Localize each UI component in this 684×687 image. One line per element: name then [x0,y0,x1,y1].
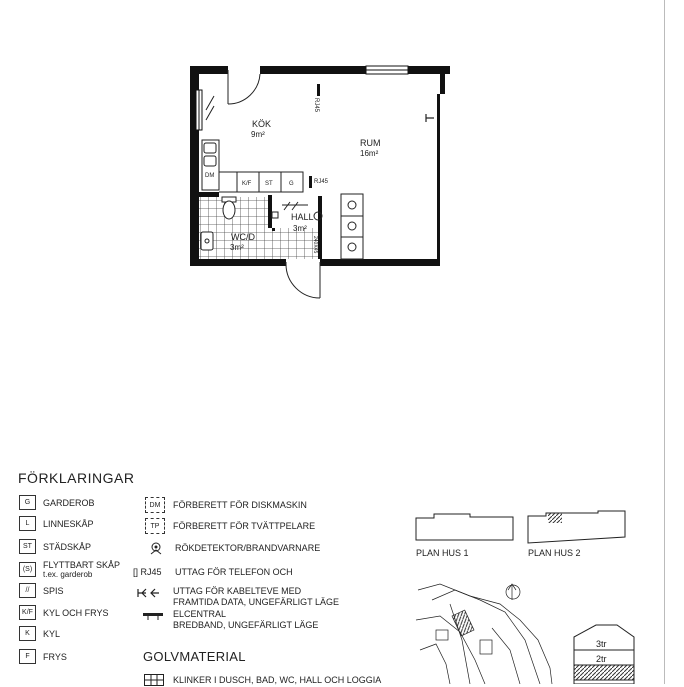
legend-symbol: K/F [19,605,36,620]
room-hall-area: 3m² [293,224,307,233]
rj45-icon: [] RJ45 [133,567,162,577]
legend-sublabel: t.ex. garderob [43,570,93,579]
building-outline-hus1 [416,514,513,540]
legend-item-kyl-frys [19,605,109,620]
legend-label: FÖRBERETT FÖR DISKMASKIN [173,500,307,510]
building-outline-hus2 [528,511,625,543]
legend-symbol: L [19,516,36,531]
room-rum-area: 16m² [360,149,379,158]
legend-symbol: (S) [19,562,36,577]
floor-3tr: 3tr [596,639,607,649]
kf-label: K/F [242,181,252,187]
legend-label: GARDEROB [43,497,95,508]
legend-label: KYL [43,628,61,639]
room-kok-area: 9m² [251,130,265,139]
legend-item-linneskap [19,516,94,531]
rj45-outlet-icon [309,176,312,188]
legend-item-kabeltv [135,586,339,608]
legend-item-klinker [143,673,381,687]
legend-item-tvattpelare [145,518,315,534]
legend-item-elcentral [140,609,318,631]
legend-label: LINNESKÅP [43,518,94,529]
tile-icon [143,673,165,687]
top-door [228,70,260,104]
dm-label: DM [205,173,215,179]
legend-symbol: DM [145,497,165,513]
room-wcd-area: 3m² [230,243,244,252]
apartment-highlight [548,513,562,523]
legend-label: STÄDSKÅP [43,541,92,552]
legend-symbol: G [19,495,36,510]
floor-2tr: 2tr [596,654,607,664]
legend-label: FLYTTBART SKÅP [43,560,121,570]
legend-item-rokdetektor [145,541,320,555]
legend-label: SPIS [43,585,64,596]
legend-label: UTTAG FÖR TELEFON OCH [175,567,293,577]
legend-item-spis [19,583,64,598]
legend-symbol: TP [145,518,165,534]
g-label: G [289,181,294,187]
plan-hus1-label: PLAN HUS 1 [416,548,469,558]
legend-label: FRYS [43,651,67,662]
golvmaterial-title: GOLVMATERIAL [143,649,246,664]
entrance-door [286,262,320,298]
legend-title: FÖRKLARINGAR [18,470,135,486]
rj45-label-b: RJ45 [314,179,329,185]
legend-label-line2: FRAMTIDA DATA, UNGEFÄRLIGT LÄGE [173,597,340,607]
legend-item-flyttbart [19,560,120,579]
legend-item-stadskap [19,539,91,554]
legend-label: KYL OCH FRYS [43,607,109,618]
room-kok-name: KÖK [252,119,272,129]
legend-symbol: // [19,583,36,598]
room-hall-name: HALL [291,212,314,222]
legend-label: UTTAG FÖR KABELTEVE MED [173,586,302,596]
legend-label: KLINKER I DUSCH, BAD, WC, HALL OCH LOGGIA [173,675,382,685]
elcentral-label: 240X45 [312,236,318,254]
legend-label-line2: BREDBAND, UNGEFÄRLIGT LÄGE [173,620,319,630]
legend-symbol: RJ45 [140,567,162,577]
smoke-detector-icon [145,541,167,555]
legend-label: ELCENTRAL [173,609,227,619]
tv-outlet-icon [135,586,165,600]
plan-hus2-label: PLAN HUS 2 [528,548,581,558]
window-mark [206,96,214,120]
legend-item-frys [19,649,67,664]
tv-outlet-icon [426,114,434,122]
legend-label: RÖKDETEKTOR/BRANDVARNARE [175,543,321,553]
elcentral-icon [140,609,165,623]
rj45-label-a: RJ45 [313,98,319,113]
st-label: ST [265,181,273,187]
rj45-outlet-icon [317,84,320,96]
legend-item-diskmaskin [145,497,307,513]
legend-symbol: ST [19,539,36,554]
room-wcd-name: WC/D [231,232,255,242]
legend-symbol: K [19,626,36,641]
legend-symbol: F [19,649,36,664]
legend-label: FÖRBERETT FÖR TVÄTTPELARE [173,521,316,531]
movable-wardrobes [341,194,363,259]
legend-item-kyl [19,626,60,641]
room-rum-name: RUM [360,138,381,148]
legend-item-garderob [19,495,95,510]
legend-item-telefon [133,565,293,579]
kitchen-counter [202,140,303,192]
site-map [416,584,552,684]
